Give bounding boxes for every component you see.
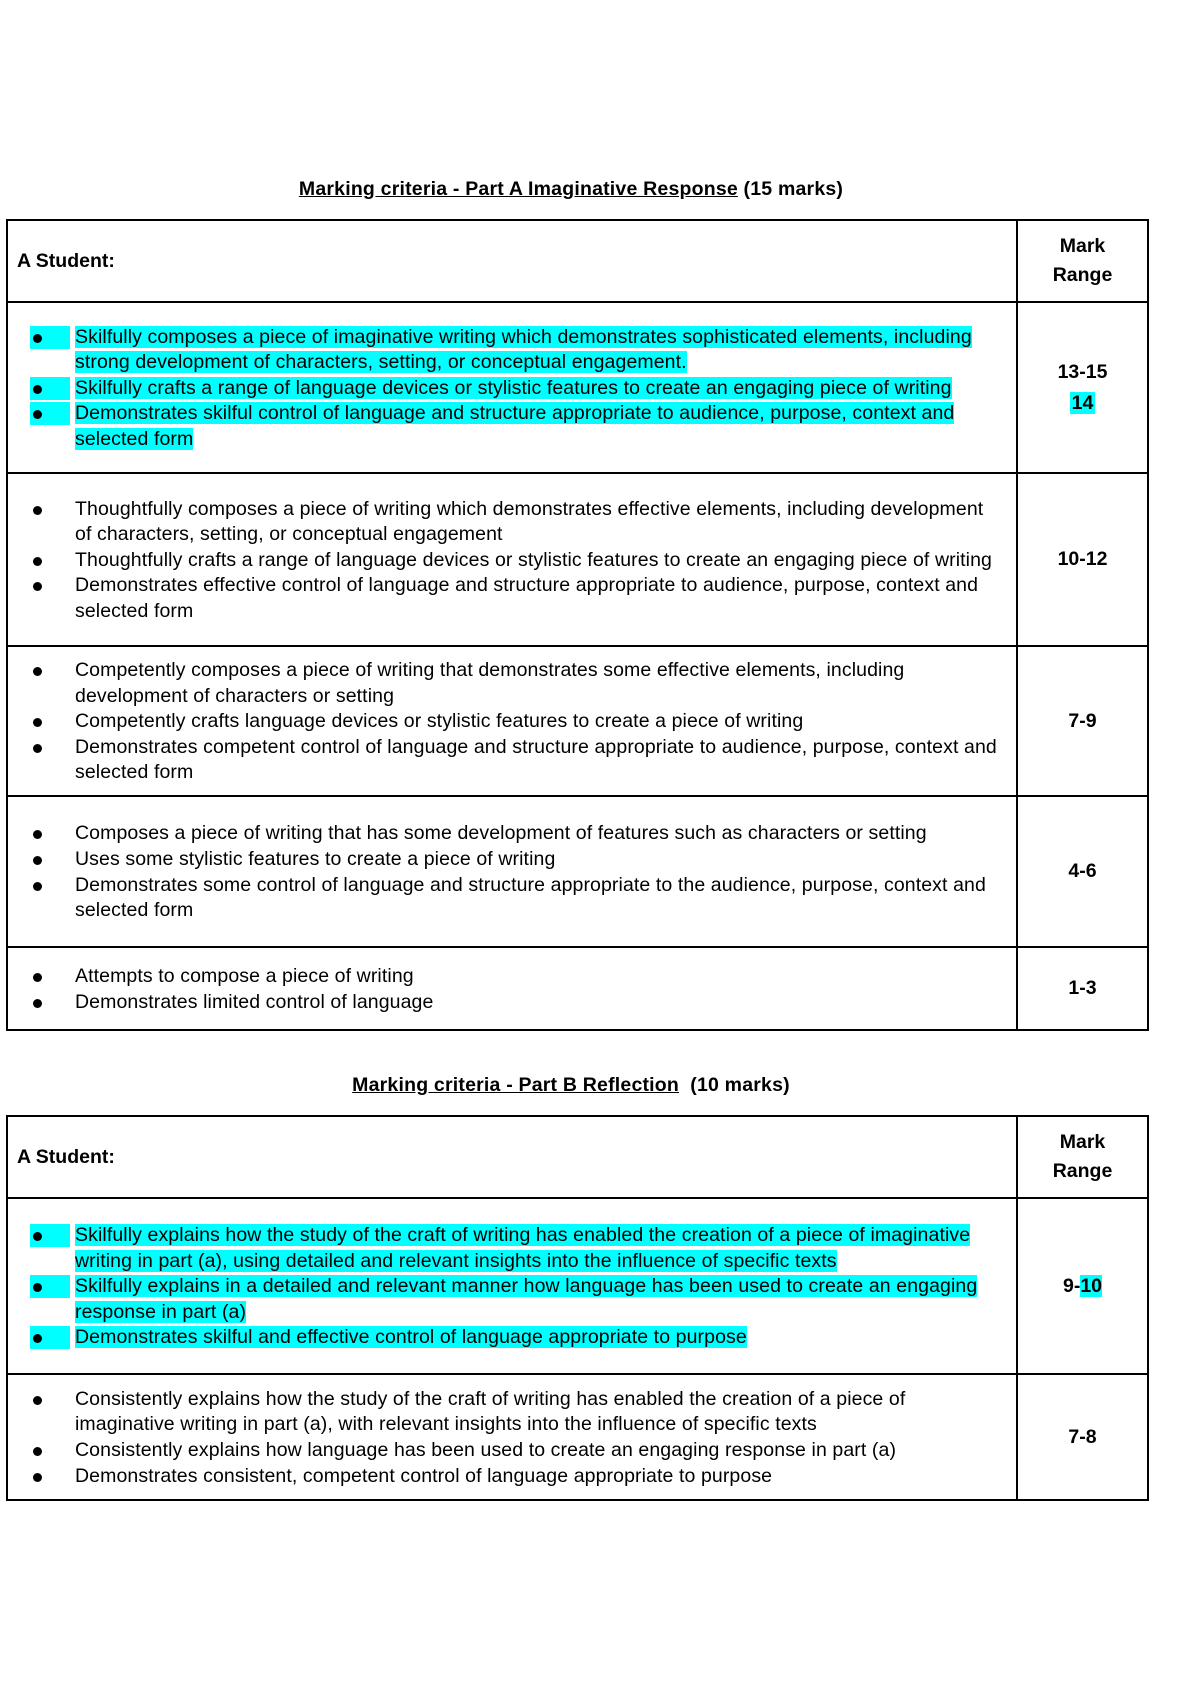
mark-range-header [1017,1116,1148,1198]
part-b-title-marks: (10 marks) [679,1074,790,1096]
table-row [7,646,1148,796]
list-item: Demonstrates skilful control of language and structure appropriate to audience, purpose, context and selected form [8,401,1002,452]
part-b-title [0,1074,1142,1097]
mark-cell [1017,1198,1148,1374]
mark-header-line1: Mark [1059,235,1106,257]
criteria-list [8,1387,1002,1489]
mark-range-header [1017,220,1148,302]
list-item: Skilfully crafts a range of language devices or stylistic features to create an engaging piece of writing [8,376,1002,402]
part-a-title-marks: (15 marks) [737,178,844,200]
list-item: Thoughtfully composes a piece of writing which demonstrates effective elements, including development of characters, setting, or conceptual engagement [8,497,1002,548]
table-row [7,1374,1148,1500]
list-item: Skilfully explains in a detailed and relevant manner how language has been used to create an engaging response in part (a) [8,1274,1002,1325]
list-item: Demonstrates consistent, competent control of language appropriate to purpose [8,1464,1002,1490]
mark-range: 7-9 [1017,646,1148,796]
list-item: Attempts to compose a piece of writing [8,964,1002,990]
list-item: Demonstrates competent control of language and structure appropriate to audience, purpose, context and selected form [8,735,1002,786]
list-item: Skilfully composes a piece of imaginative writing which demonstrates sophisticated elements, including strong development of characters, setting, or conceptual engagement. [8,325,1002,376]
list-item: Demonstrates skilful and effective control of language appropriate to purpose [8,1325,1002,1351]
criteria-list [8,1223,1002,1351]
list-item: Consistently explains how the study of the craft of writing has enabled the creation of a piece of imaginative writing in part (a), with relevant insights into the influence of specific texts [8,1387,1002,1438]
part-a-title-main: Marking criteria - Part A Imaginative Response [298,178,738,200]
mark-cell [1017,302,1148,473]
table-row [7,947,1148,1030]
criteria-cell [7,1198,1017,1374]
table-row [7,796,1148,947]
table-row [7,302,1148,473]
part-b-title-main: Marking criteria - Part B Reflection [352,1074,680,1096]
criteria-cell [7,302,1017,473]
mark-range: 10-12 [1017,473,1148,646]
table-row [7,473,1148,646]
part-b-rubric-table [6,1115,1149,1501]
list-item: Competently composes a piece of writing that demonstrates some effective elements, including development of characters or setting [8,658,1002,709]
awarded-mark: 10 [1080,1274,1103,1297]
list-item: Thoughtfully crafts a range of language devices or stylistic features to create an engaging piece of writing [8,548,1002,574]
criteria-cell [7,796,1017,947]
criteria-list [8,821,1002,923]
mark-range: 7-8 [1017,1374,1148,1500]
list-item: Skilfully explains how the study of the craft of writing has enabled the creation of a piece of imaginative writing in part (a), using detailed and relevant insights into the influence of specific texts [8,1223,1002,1274]
mark-range: 13-15 [1057,360,1108,383]
student-header: A Student: [7,220,1017,302]
table-header-row [7,1116,1148,1198]
criteria-list [8,964,1002,1015]
mark-range-prefix: 9- [1062,1274,1081,1297]
part-a-title [0,178,1142,201]
mark-range: 4-6 [1017,796,1148,947]
list-item: Competently crafts language devices or stylistic features to create a piece of writing [8,709,1002,735]
list-item: Consistently explains how language has been used to create an engaging response in part (a) [8,1438,1002,1464]
table-header-row [7,220,1148,302]
table-row [7,1198,1148,1374]
mark-header-line1: Mark [1059,1131,1106,1153]
part-a-rubric-table [6,219,1149,1031]
list-item: Uses some stylistic features to create a piece of writing [8,847,1002,873]
awarded-mark: 14 [1071,391,1094,414]
mark-header-line2: Range [1052,264,1113,286]
list-item: Demonstrates effective control of language and structure appropriate to audience, purpose, context and selected form [8,573,1002,624]
criteria-cell [7,473,1017,646]
criteria-list [8,658,1002,786]
mark-range: 1-3 [1017,947,1148,1030]
criteria-list [8,325,1002,453]
criteria-cell [7,646,1017,796]
list-item: Composes a piece of writing that has some development of features such as characters or setting [8,821,1002,847]
criteria-list [8,497,1002,625]
criteria-cell [7,1374,1017,1500]
criteria-cell [7,947,1017,1030]
mark-header-line2: Range [1052,1160,1113,1182]
student-header: A Student: [7,1116,1017,1198]
list-item: Demonstrates some control of language and structure appropriate to the audience, purpose, context and selected form [8,873,1002,924]
list-item: Demonstrates limited control of language [8,990,1002,1016]
